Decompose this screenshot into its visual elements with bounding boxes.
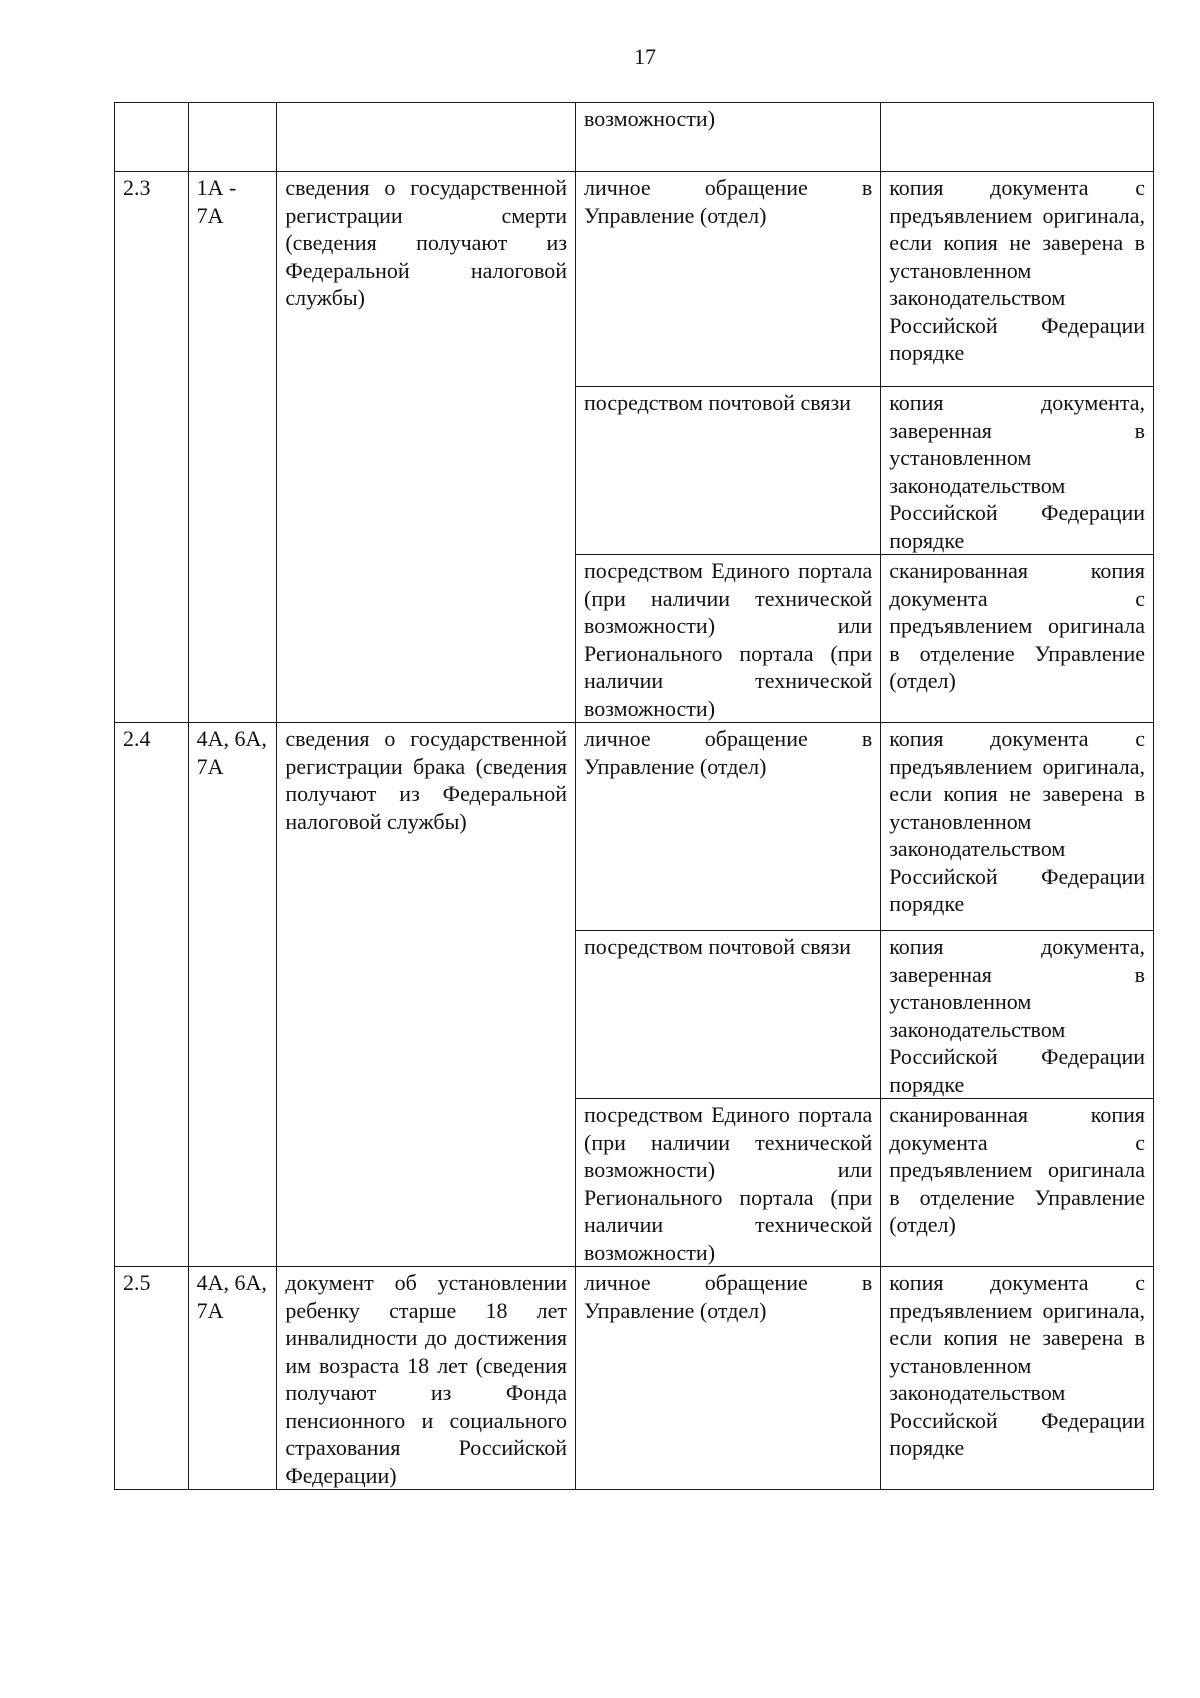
method-cell: посредством почтовой связи [576, 387, 881, 555]
form-cell: копия документа с предъявлением оригинала, если копия не заверена в установленном законодательством Российской Федерации порядке [881, 172, 1154, 387]
method-cell: личное обращение в Управление (отдел) [576, 723, 881, 931]
table-row [115, 723, 1154, 931]
description-cell [277, 103, 576, 172]
code-cell: 4А, 6А, 7А [188, 1267, 277, 1490]
table-row [115, 172, 1154, 387]
number-cell: 2.3 [115, 172, 189, 723]
code-cell: 4А, 6А, 7А [188, 723, 277, 1267]
form-cell: копия документа с предъявлением оригинала, если копия не заверена в установленном законодательством Российской Федерации порядке [881, 1267, 1154, 1490]
method-cell: посредством Единого портала (при наличии технической возможности) или Регионального портала (при наличии технической возможности) [576, 1099, 881, 1267]
number-cell: 2.4 [115, 723, 189, 1267]
form-cell: копия документа, заверенная в установленном законодательством Российской Федерации порядке [881, 387, 1154, 555]
page-number: 17 [634, 44, 656, 69]
code-cell [188, 103, 277, 172]
description-cell: сведения о государственной регистрации смерти (сведения получают из Федеральной налоговой службы) [277, 172, 576, 723]
method-cell: посредством почтовой связи [576, 931, 881, 1099]
method-cell: личное обращение в Управление (отдел) [576, 172, 881, 387]
form-cell: копия документа с предъявлением оригинала, если копия не заверена в установленном законодательством Российской Федерации порядке [881, 723, 1154, 931]
number-cell: 2.5 [115, 1267, 189, 1490]
table-row [115, 1267, 1154, 1490]
form-cell [881, 103, 1154, 172]
code-cell: 1А - 7А [188, 172, 277, 723]
description-cell: сведения о государственной регистрации брака (сведения получают из Федеральной налоговой службы) [277, 723, 576, 1267]
documents-table [114, 102, 1154, 1490]
description-cell: документ об установлении ребенку старше 18 лет инвалидности до достижения им возраста 18 лет (сведения получают из Фонда пенсионного и социального страхования Российской Федерации) [277, 1267, 576, 1490]
number-cell [115, 103, 189, 172]
form-cell: копия документа, заверенная в установленном законодательством Российской Федерации порядке [881, 931, 1154, 1099]
method-cell: личное обращение в Управление (отдел) [576, 1267, 881, 1490]
form-cell: сканированная копия документа с предъявлением оригинала в отделение Управление (отдел) [881, 1099, 1154, 1267]
table-row [115, 103, 1154, 172]
method-cell: возможности) [576, 103, 881, 172]
method-cell: посредством Единого портала (при наличии технической возможности) или Регионального портала (при наличии технической возможности) [576, 555, 881, 723]
form-cell: сканированная копия документа с предъявлением оригинала в отделение Управление (отдел) [881, 555, 1154, 723]
